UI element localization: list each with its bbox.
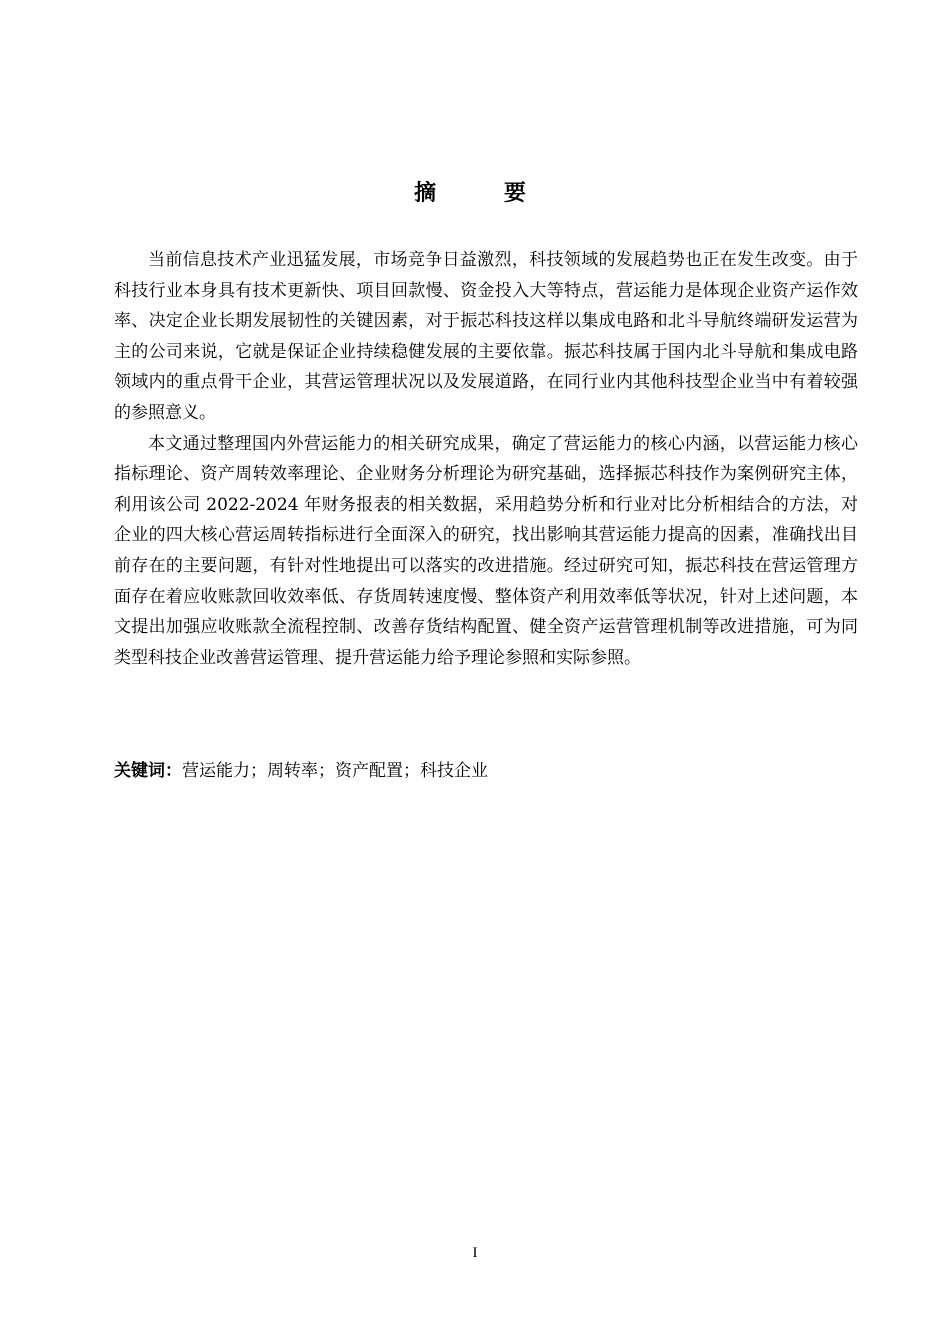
keywords-label: 关键词： — [114, 761, 182, 781]
keywords-line — [114, 758, 858, 784]
abstract-paragraph-2: 本文通过整理国内外营运能力的相关研究成果，确定了营运能力的核心内涵，以营运能力核心指标理论、资产周转效率理论、企业财务分析理论为研究基础，选择振芯科技作为案例研究主体，利用该公司 2022-2024 年财务报表的相关数据，采用趋势分析和行业对比分析相结合的方法，对企业的四大核心营运周转指标进行全面深入的研究，找出影响其营运能力提高的因素，准确找出目前存在的主要问题，有针对性地提出可以落实的改进措施。经过研究可知，振芯科技在营运管理方面存在着应收账款回收效率低、存货周转速度慢、整体资产利用效率低等状况，针对上述问题，本文提出加强应收账款全流程控制、改善存货结构配置、健全资产运营管理机制等改进措施，可为同类型科技企业改善营运管理、提升营运能力给予理论参照和实际参照。 — [114, 433, 858, 668]
abstract-paragraph-1: 当前信息技术产业迅猛发展，市场竞争日益激烈，科技领域的发展趋势也正在发生改变。由于科技行业本身具有技术更新快、项目回款慢、资金投入大等特点，营运能力是体现企业资产运作效率、决定企业长期发展韧性的关键因素，对于振芯科技这样以集成电路和北斗导航终端研发运营为主的公司来说，它就是保证企业持续稳健发展的主要依靠。振芯科技属于国内北斗导航和集成电路领域内的重点骨干企业，其营运管理状况以及发展道路，在同行业内其他科技型企业当中有着较强的参照意义。 — [114, 250, 858, 423]
keywords-text: 营运能力；周转率；资产配置；科技企业 — [182, 761, 488, 781]
abstract-title: 摘 要 — [414, 181, 556, 206]
abstract-body — [114, 245, 858, 673]
page-number: I — [472, 1245, 478, 1261]
